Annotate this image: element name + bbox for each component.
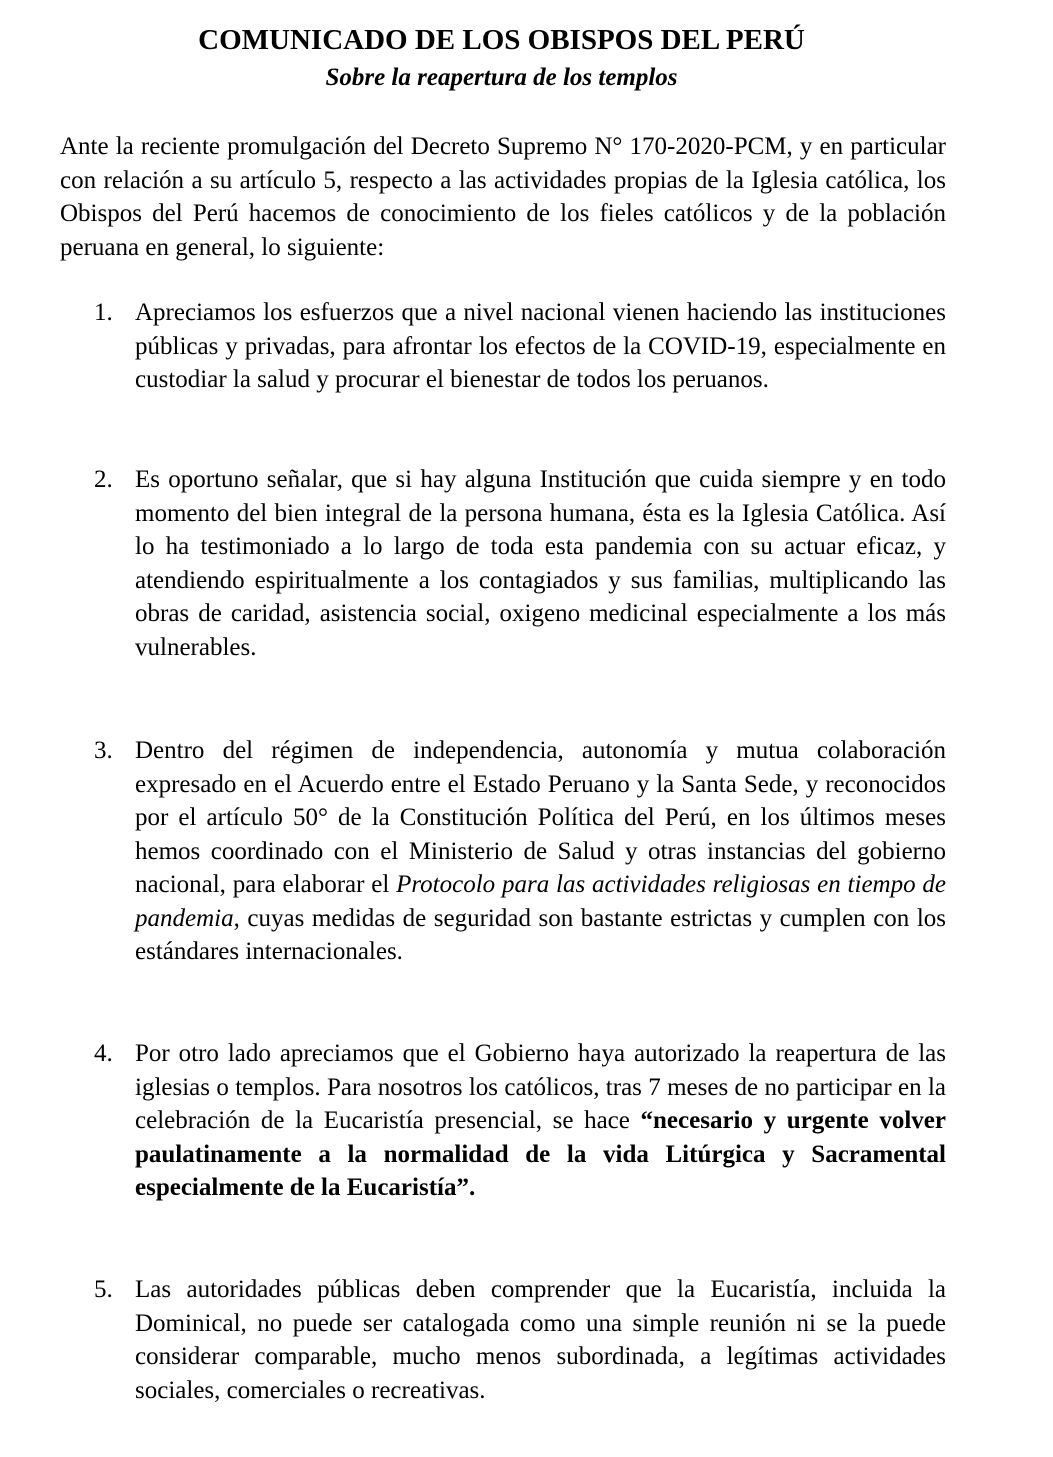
emphasized-quote: “necesario y urgente volver paulatinamente a la normalidad de la vida Litúrgica y Sacramental especialmente de la Eucaristía”. xyxy=(135,1107,946,1201)
list-item-number: 1. xyxy=(94,299,113,326)
list-item-text xyxy=(135,734,946,969)
protocol-title-italic: Protocolo para las actividades religiosas en tiempo de pandemia xyxy=(135,871,947,932)
list-item-text: Es oportuno señalar, que si hay alguna Institución que cuida siempre y en todo momento del bien integral de la persona humana, ésta es la Iglesia Católica. Así lo ha testimoniado a lo largo de toda esta pandemia con su actuar eficaz, y atendiendo espiritualmente a los contagiados y sus familias, multiplicando las obras de caridad, asistencia social, oxigeno medicinal especialmente a los más vulnerables. xyxy=(135,466,946,661)
document-subtitle: Sobre la reapertura de los templos xyxy=(325,64,678,91)
list-item-text-part: Por otro lado apreciamos que el Gobierno haya autorizado la reapertura de las iglesias o templos. Para nosotros los católicos, tras 7 meses de no participar en la celebración de la Eucaristía presencial, se hace xyxy=(135,1040,946,1134)
list-item xyxy=(94,296,946,397)
list-item xyxy=(94,463,946,664)
list-item xyxy=(94,1037,946,1205)
list-item-text-part: Dentro del régimen de independencia, autonomía y mutua colaboración expresado en el Acuerdo entre el Estado Peruano y la Santa Sede, y reconocidos por el artículo 50° de la Constitución Política del Perú, en los últimos meses hemos coordinado con el Ministerio de Salud y otras instancias del gobierno nacional, para elaborar el xyxy=(135,737,946,898)
list-item-text: Apreciamos los esfuerzos que a nivel nacional vienen haciendo las instituciones públicas y privadas, para afrontar los efectos de la COVID-19, especialmente en custodiar la salud y procurar el bienestar de todos los peruanos. xyxy=(135,299,946,393)
document-title: COMUNICADO DE LOS OBISPOS DEL PERÚ xyxy=(198,24,805,56)
list-item-text-part: , cuyas medidas de seguridad son bastante estrictas y cumplen con los estándares internacionales. xyxy=(135,904,946,965)
list-item-number: 3. xyxy=(94,737,113,764)
list-item-number: 2. xyxy=(94,466,113,493)
list-item-text xyxy=(135,1037,946,1205)
list-item-number: 5. xyxy=(94,1276,113,1303)
intro-paragraph: Ante la reciente promulgación del Decreto Supremo N° 170-2020-PCM, y en particular con relación a su artículo 5, respecto a las actividades propias de la Iglesia católica, los Obispos del Perú hacemos de conocimiento de los fieles católicos y de la población peruana en general, lo siguiente: xyxy=(60,133,946,261)
list-item-number: 4. xyxy=(94,1040,113,1067)
list-item xyxy=(94,1273,946,1407)
list-item xyxy=(94,734,946,969)
list-item-text: Las autoridades públicas deben comprender que la Eucaristía, incluida la Dominical, no puede ser catalogada como una simple reunión ni se la puede considerar comparable, mucho menos subordinada, a legítimas actividades sociales, comerciales o recreativas. xyxy=(135,1276,946,1404)
